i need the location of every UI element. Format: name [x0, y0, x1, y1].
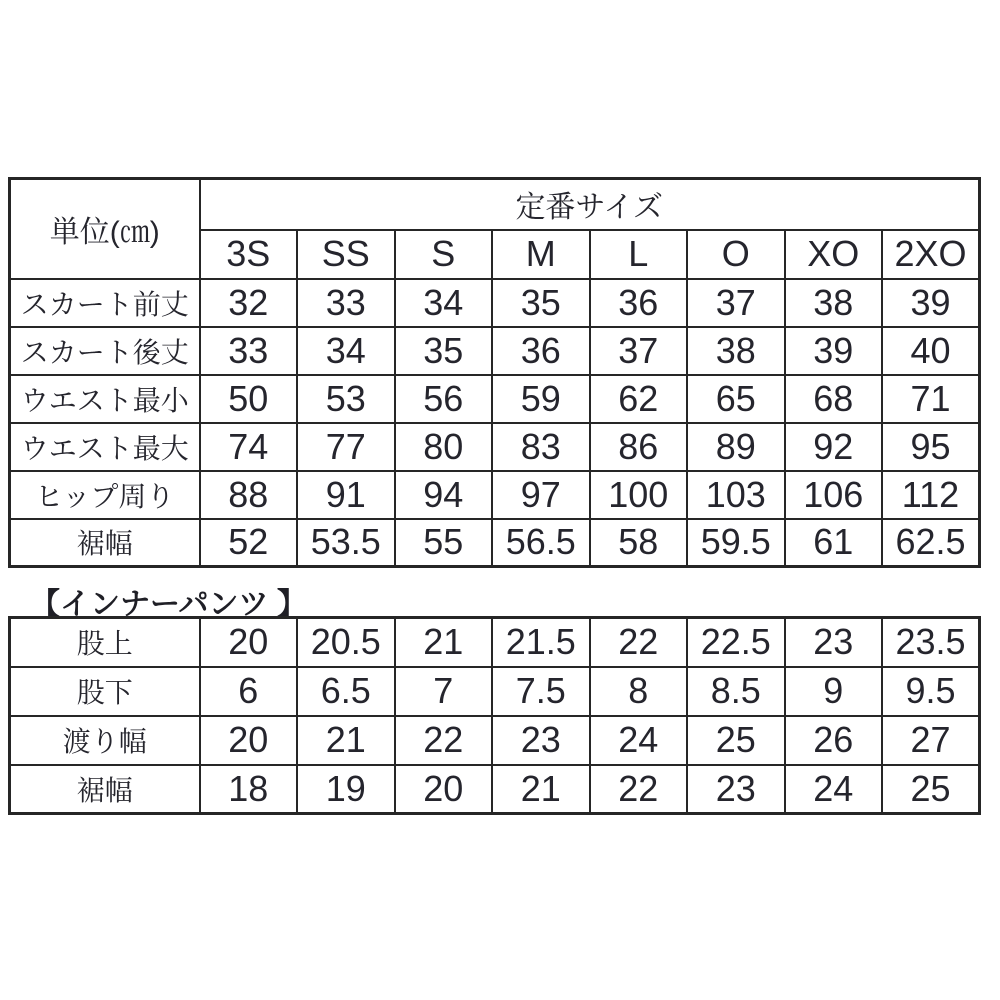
- measurement-row: [10, 716, 980, 765]
- size-value: 18: [200, 765, 298, 814]
- size-header-s: S: [395, 230, 493, 279]
- size-value: 20: [200, 716, 298, 765]
- size-value: 25: [687, 716, 785, 765]
- size-value: 9: [785, 667, 883, 716]
- size-value: 36: [492, 327, 590, 375]
- size-value: 23: [492, 716, 590, 765]
- size-value: 89: [687, 423, 785, 471]
- size-value: 88: [200, 471, 298, 519]
- measurement-row-label: ウエスト最大: [10, 423, 200, 471]
- size-value: 39: [785, 327, 883, 375]
- size-value: 27: [882, 716, 980, 765]
- size-value: 58: [590, 519, 688, 567]
- inner-pants-section-title: 【インナーパンツ 】: [30, 588, 307, 621]
- size-value: 7.5: [492, 667, 590, 716]
- size-value: 23: [687, 765, 785, 814]
- size-value: 23: [785, 618, 883, 667]
- size-header-2xo: 2XO: [882, 230, 980, 279]
- unit-header-cell: 単位(㎝): [10, 179, 200, 279]
- size-value: 100: [590, 471, 688, 519]
- size-header-o: O: [687, 230, 785, 279]
- size-value: 94: [395, 471, 493, 519]
- size-value: 74: [200, 423, 298, 471]
- measurement-row-label: 股下: [10, 667, 200, 716]
- size-value: 38: [785, 279, 883, 327]
- size-value: 21: [297, 716, 395, 765]
- size-value: 62.5: [882, 519, 980, 567]
- size-value: 59.5: [687, 519, 785, 567]
- measurement-row-label: ウエスト最小: [10, 375, 200, 423]
- size-value: 22: [590, 765, 688, 814]
- size-value: 53.5: [297, 519, 395, 567]
- size-value: 22.5: [687, 618, 785, 667]
- size-value: 24: [590, 716, 688, 765]
- size-value: 37: [590, 327, 688, 375]
- measurement-row: [10, 765, 980, 814]
- size-value: 65: [687, 375, 785, 423]
- size-value: 61: [785, 519, 883, 567]
- size-value: 24: [785, 765, 883, 814]
- size-value: 71: [882, 375, 980, 423]
- size-value: 33: [200, 327, 298, 375]
- measurement-row: [10, 667, 980, 716]
- size-value: 40: [882, 327, 980, 375]
- size-value: 8.5: [687, 667, 785, 716]
- size-header-ss: SS: [297, 230, 395, 279]
- measurement-row-label: スカート後丈: [10, 327, 200, 375]
- measurement-row: [10, 618, 980, 667]
- size-value: 6: [200, 667, 298, 716]
- size-header-xo: XO: [785, 230, 883, 279]
- size-value: 19: [297, 765, 395, 814]
- size-value: 22: [590, 618, 688, 667]
- size-value: 6.5: [297, 667, 395, 716]
- size-value: 56.5: [492, 519, 590, 567]
- size-value: 37: [687, 279, 785, 327]
- size-value: 20.5: [297, 618, 395, 667]
- size-value: 25: [882, 765, 980, 814]
- size-value: 21: [395, 618, 493, 667]
- size-value: 35: [395, 327, 493, 375]
- standard-size-table: [8, 177, 981, 568]
- size-value: 33: [297, 279, 395, 327]
- size-value: 55: [395, 519, 493, 567]
- measurement-row: [10, 279, 980, 327]
- size-value: 26: [785, 716, 883, 765]
- size-header-m: M: [492, 230, 590, 279]
- size-value: 112: [882, 471, 980, 519]
- measurement-row-label: 裾幅: [10, 765, 200, 814]
- standard-size-group-header: 定番サイズ: [200, 179, 980, 230]
- measurement-row: [10, 423, 980, 471]
- size-value: 38: [687, 327, 785, 375]
- measurement-row: [10, 471, 980, 519]
- size-header-l: L: [590, 230, 688, 279]
- size-value: 20: [395, 765, 493, 814]
- size-value: 91: [297, 471, 395, 519]
- size-value: 62: [590, 375, 688, 423]
- size-value: 52: [200, 519, 298, 567]
- size-value: 23.5: [882, 618, 980, 667]
- size-value: 21.5: [492, 618, 590, 667]
- size-value: 8: [590, 667, 688, 716]
- size-value: 20: [200, 618, 298, 667]
- size-value: 83: [492, 423, 590, 471]
- size-value: 21: [492, 765, 590, 814]
- size-value: 103: [687, 471, 785, 519]
- measurement-row-label: 渡り幅: [10, 716, 200, 765]
- size-value: 59: [492, 375, 590, 423]
- measurement-row-label: スカート前丈: [10, 279, 200, 327]
- measurement-row-label: 股上: [10, 618, 200, 667]
- size-value: 39: [882, 279, 980, 327]
- measurement-row: [10, 519, 980, 567]
- size-value: 92: [785, 423, 883, 471]
- size-value: 95: [882, 423, 980, 471]
- size-value: 7: [395, 667, 493, 716]
- size-value: 35: [492, 279, 590, 327]
- size-value: 32: [200, 279, 298, 327]
- size-value: 50: [200, 375, 298, 423]
- inner-pants-table: [8, 616, 981, 815]
- size-value: 77: [297, 423, 395, 471]
- size-value: 34: [297, 327, 395, 375]
- size-value: 80: [395, 423, 493, 471]
- measurement-row-label: 裾幅: [10, 519, 200, 567]
- size-value: 97: [492, 471, 590, 519]
- size-header-3s: 3S: [200, 230, 298, 279]
- measurement-row-label: ヒップ周り: [10, 471, 200, 519]
- size-value: 86: [590, 423, 688, 471]
- measurement-row: [10, 375, 980, 423]
- measurement-row: [10, 327, 980, 375]
- size-value: 22: [395, 716, 493, 765]
- size-value: 34: [395, 279, 493, 327]
- size-value: 56: [395, 375, 493, 423]
- size-value: 106: [785, 471, 883, 519]
- size-value: 36: [590, 279, 688, 327]
- size-value: 68: [785, 375, 883, 423]
- size-value: 9.5: [882, 667, 980, 716]
- size-value: 53: [297, 375, 395, 423]
